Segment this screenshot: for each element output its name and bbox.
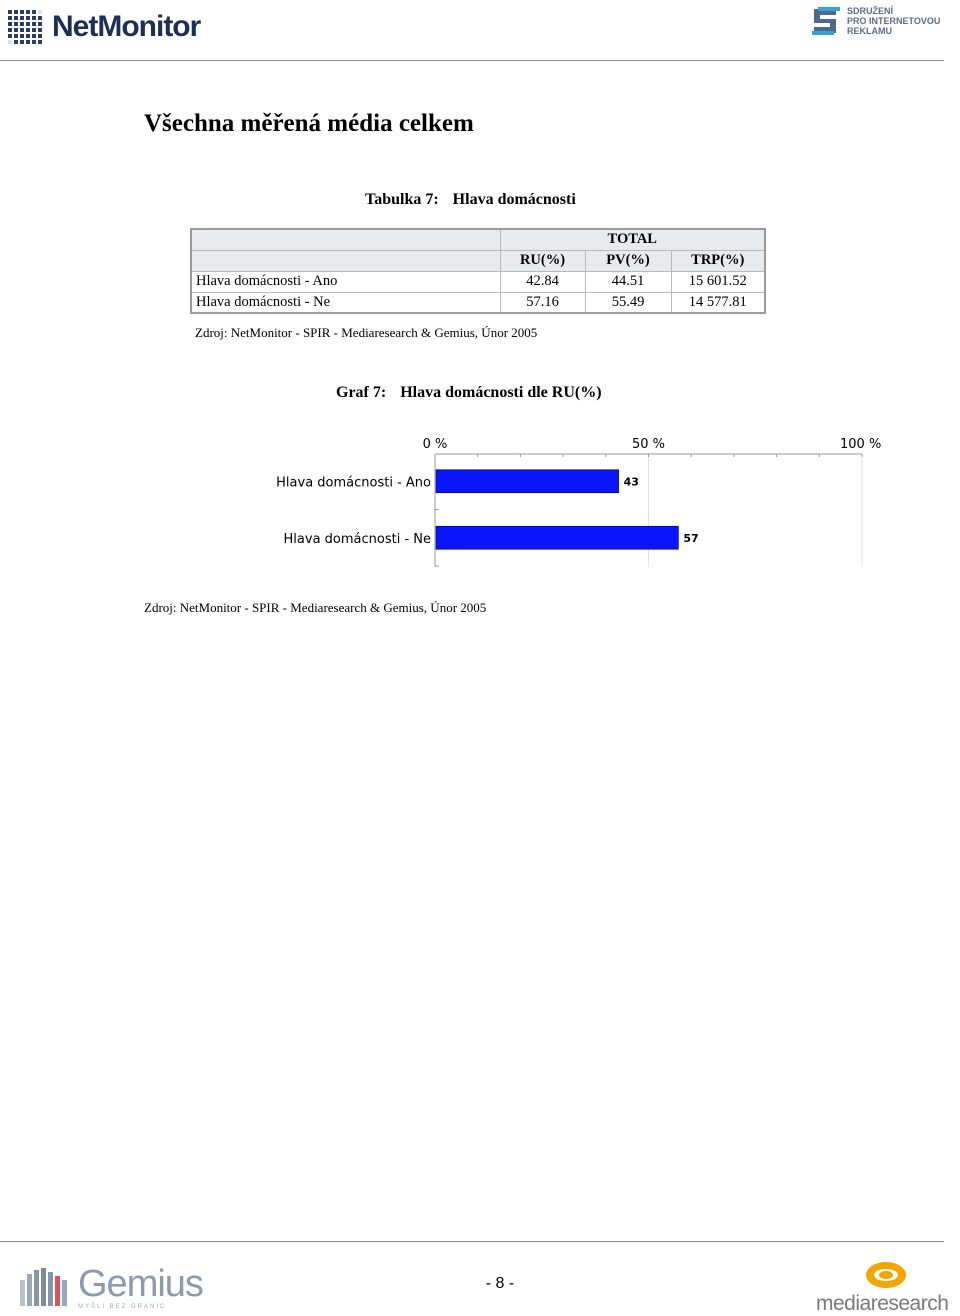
column-header-trp: TRP(%) [671, 250, 765, 271]
footer-divider [0, 1241, 944, 1242]
column-header-ru: RU(%) [500, 250, 585, 271]
data-label: 57 [683, 531, 699, 545]
chart-caption [336, 384, 602, 402]
category-label: Hlava domácnosti - Ne [283, 531, 431, 547]
mediaresearch-brand: mediaresearch [816, 1292, 949, 1315]
header-divider [0, 60, 944, 61]
table-caption-number: Tabulka 7: [365, 191, 439, 208]
column-header-pv: PV(%) [585, 250, 671, 271]
row-label: Hlava domácnosti - Ano [191, 271, 500, 292]
bar-chart [260, 430, 900, 575]
table-caption [365, 191, 576, 209]
cell-ru: 57.16 [500, 292, 585, 313]
bar [436, 470, 619, 493]
table-corner-cell [191, 250, 500, 271]
table-group-header: TOTAL [500, 229, 765, 250]
netmonitor-brand: NetMonitor [52, 10, 201, 43]
table-row [191, 292, 765, 313]
table-row [191, 271, 765, 292]
chart-caption-number: Graf 7: [336, 384, 387, 401]
x-tick-label: 0 % [422, 437, 448, 452]
chart-caption-title: Hlava domácnosti dle RU(%) [400, 384, 602, 401]
spir-text [847, 6, 940, 36]
gemius-tagline: MYŠLI BEZ GRANIC [78, 1304, 167, 1310]
mediaresearch-logo [816, 1260, 956, 1315]
netmonitor-grid-icon [8, 10, 44, 44]
table-corner-cell [191, 229, 500, 250]
spir-logo [810, 5, 940, 37]
page-title: Všechna měřená média celkem [144, 110, 474, 137]
gemius-brand: Gemius [78, 1263, 203, 1305]
category-label: Hlava domácnosti - Ano [276, 475, 431, 491]
cell-trp: 15 601.52 [671, 271, 765, 292]
x-tick-label: 100 % [840, 437, 882, 452]
table-group-header-row [191, 229, 765, 250]
chart-source-note: Zdroj: NetMonitor - SPIR - Mediaresearch & Gemius, Únor 2005 [144, 600, 487, 615]
netmonitor-logo [8, 8, 200, 46]
spir-line-3: REKLAMU [847, 26, 892, 36]
cell-pv: 44.51 [585, 271, 671, 292]
row-label: Hlava domácnosti - Ne [191, 292, 500, 313]
data-table [190, 228, 766, 314]
spir-line-1: SDRUŽENÍ [847, 6, 894, 16]
spir-line-2: PRO INTERNETOVOU [847, 16, 941, 26]
mediaresearch-eye-icon [864, 1260, 908, 1290]
spir-s-icon [810, 5, 842, 37]
cell-pv: 55.49 [585, 292, 671, 313]
table-column-header-row [191, 250, 765, 271]
page-number: - 8 - [485, 1275, 515, 1292]
x-tick-label: 50 % [631, 437, 666, 452]
cell-trp: 14 577.81 [671, 292, 765, 313]
cell-ru: 42.84 [500, 271, 585, 292]
bar [436, 526, 678, 549]
table-source-note: Zdroj: NetMonitor - SPIR - Mediaresearch & Gemius, Únor 2005 [195, 325, 538, 340]
table-caption-title: Hlava domácnosti [452, 191, 576, 208]
data-label: 43 [623, 475, 639, 489]
